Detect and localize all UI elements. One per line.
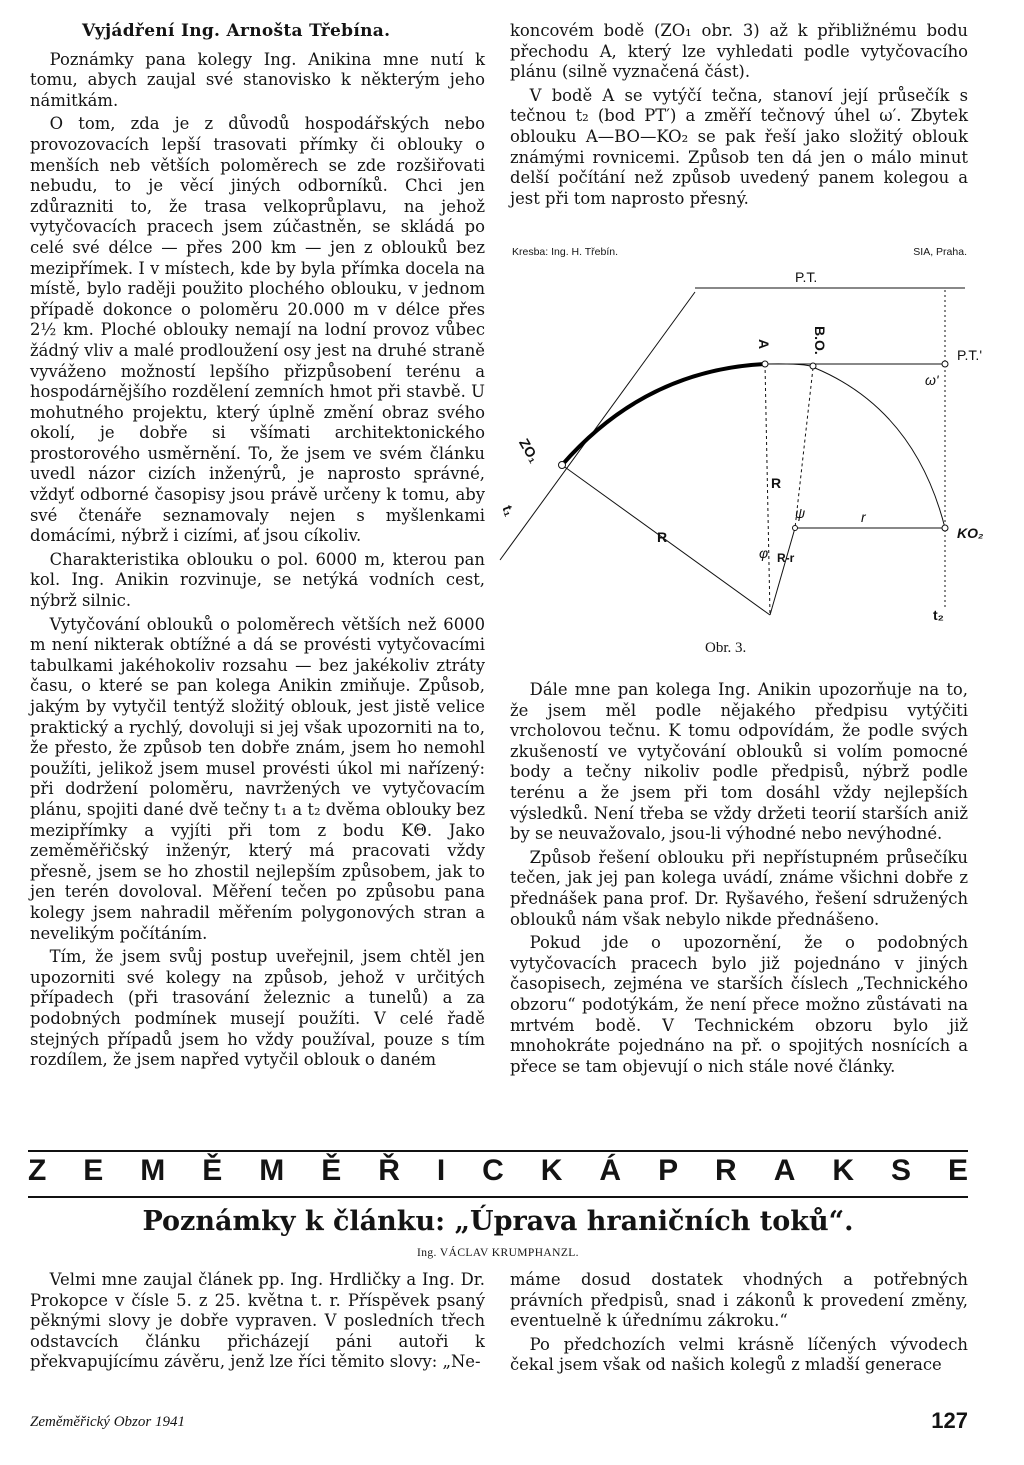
section-title-letter: Ě <box>321 1154 342 1187</box>
article2-column-left <box>30 1270 485 1376</box>
section-heading: Vyjádření Ing. Arnošta Třebína. <box>82 21 391 41</box>
section-title-letter: I <box>436 1154 446 1187</box>
section-title-letter: Ě <box>202 1154 223 1187</box>
paragraph: máme dosud dostatek vhodných a potřebných právních předpisů, snad i zákonů k provedení změny, eventuelně k úřednímu zákroku.“ <box>510 1270 968 1331</box>
article-column-left <box>30 21 485 1074</box>
section-title-letter: A <box>773 1154 796 1187</box>
section-title-letter: E <box>83 1154 104 1187</box>
paragraph: koncovém bodě (ZO₁ obr. 3) až k přibližnému bodu přechodu A, který lze vyhledati podle vytyčovacího plánu (silně vyznačená část). <box>510 21 968 82</box>
label-a: A <box>756 339 772 350</box>
section-title-letter: K <box>540 1154 563 1187</box>
label-t2: t₂ <box>933 607 944 623</box>
section-rule-top <box>28 1150 968 1152</box>
figure-caption: Obr. 3. <box>705 640 747 656</box>
label-psi: ψ <box>795 505 806 521</box>
label-r-big: R <box>657 529 668 545</box>
footer-journal: Zeměměřický Obzor 1941 <box>30 1414 185 1430</box>
label-phi: φ <box>759 545 769 561</box>
center-link-line <box>770 528 795 615</box>
point-center-small <box>793 526 798 531</box>
paragraph: Pokud jde o upozornění, že o podobných vytyčovacích pracech bylo již pojednáno v jiných časopisech, zejména ve starších číslech „Technického obzoru“ podotýkám, že není přece možno zůstávati na mrtvém bodě. V Technickém obzoru bylo již mnohokráte pojednáno na př. o spojitých nosnících a přece se tam objevují o nich stále nové články. <box>510 933 968 1076</box>
point-a <box>762 361 768 367</box>
figure-3-diagram <box>495 260 984 670</box>
paragraph: Způsob řešení oblouku při nepřístupném průsečíku tečen, jak jej pan kolega uvádí, známe všichni dobře z přednášek pana prof. Dr. Ryšavého, řešení sdružených oblouků nám však nebylo nikde přednášeno. <box>510 847 968 929</box>
paragraph: Dále mne pan kolega Ing. Anikin upozorňuje na to, že jsem měl podle nějakého předpisu vytýčiti vrcholovou tečnu. K tomu odpovídám, že podle svých zkušeností ve vytyčování oblouků si volím pomocné body a tečny nikoliv podle předpisů, nýbrž podle terénu a že jsem při tom dosáhl vždy nejlepších výsledků. Není třeba se vždy držeti teorií starších aniž by se neuvažovalo, jsou-li výhodné nebo nevýhodné. <box>510 680 968 844</box>
label-ko2: KO₂ <box>957 525 984 541</box>
label-r-big-2: R <box>771 475 782 491</box>
paragraph: Tím, že jsem svůj postup uveřejnil, jsem chtěl jen upozorniti své kolegy na způsob, jehož v určitých případech (při trasování železnic a tunelů) a za podobných podmínek musejí použíti. V celé řadě stejných případů jsem ho vždy používal, pouze s tím rozdílem, že jsem napřed vytyčil oblouk o daném <box>30 947 485 1070</box>
section-title-letter: Z <box>28 1154 47 1187</box>
article-column-right-lower <box>510 680 968 1080</box>
bo-radius-line <box>795 368 813 528</box>
label-r-small: r <box>861 509 866 525</box>
label-t1: t₁ <box>499 503 519 519</box>
paragraph: Po předchozích velmi krásně líčených vývodech čekal jsem však od našich kolegů z mladší generace <box>510 1334 968 1375</box>
article-author: Ing. VÁCLAV KRUMPHANZL. <box>417 1247 579 1259</box>
point-bo <box>810 363 816 369</box>
footer-page-number: 127 <box>931 1408 968 1433</box>
section-title-letter: Ř <box>378 1154 400 1187</box>
article-column-right <box>510 21 968 212</box>
figure-credit-print: SIA, Praha. <box>913 246 967 258</box>
label-bo: B.O. <box>812 326 828 355</box>
label-pt: P.T. <box>795 269 818 285</box>
article-title: Poznámky k článku: „Úprava hraničních toků“. <box>142 1206 854 1237</box>
section-title-letter: M <box>259 1154 285 1187</box>
label-zo1: ZO₁ <box>516 435 543 466</box>
section-title-letter: Á <box>599 1154 622 1187</box>
label-omega: ω' <box>925 372 939 388</box>
curve-thick-arc <box>562 364 765 465</box>
label-pt-prime: P.T.' <box>957 347 982 363</box>
section-title-letter: P <box>658 1154 679 1187</box>
point-zo1 <box>559 462 566 469</box>
tangent-t1-line <box>500 292 695 560</box>
section-title-letter: R <box>715 1154 737 1187</box>
radius-line-2 <box>765 364 770 615</box>
figure-credit-drawing: Kresba: Ing. H. Třebín. <box>512 246 619 258</box>
point-ko2 <box>942 525 948 531</box>
paragraph: O tom, zda je z důvodů hospodářských nebo provozovacích lepší trasovati přímky či oblouky o menších neb větších poloměrech se zde rozšiřovati nebudu, to je věcí jiných odborníků. Chci jen zdůrazniti to, že trasa velkoprůplavu, na jehož vytyčovacích pracech jsem zúčastněn, se skládá po celé své délce — přes 200 km — jen z oblouků bez mezipřímek. I v místech, kde by byla přímka docela na místě, bylo raději použito plochého oblouku, v jednom případě dokonce o poloměru 20.000 m v délce přes 2½ km. Ploché oblouky nemají na lodní provoz vůbec žádný vliv a malé prodloužení osy jest na druhé straně vyváženo možností lepšího přizpůsobení terénu a hospodárnějšího rozdělení zemních hmot při stavbě. U mohutného projektu, který úplně změní obraz svého okolí, je dobře si všímati architektonického prostorového usměrnění. To, že jsem ve svém článku uvedl názor cizích inženýrů, je naprosto správné, vždyť odborné časopisy jsou právě určeny k tomu, aby své čtenáře seznamovaly nejen s myšlenkami domácími, nýbrž i cizími, ať jsou cíkoliv. <box>30 114 485 546</box>
paragraph: Poznámky pana kolegy Ing. Anikina mne nutí k tomu, abych zaujal své stanovisko k některým jeho námitkám. <box>30 49 485 110</box>
paragraph: V bodě A se vytýčí tečna, stanoví její průsečík s tečnou t₂ (bod PT′) a změří tečnový úhel ω′. Zbytek oblouku A—BO—KO₂ se pak řeší jako složitý oblouk známými rovnicemi. Způsob ten dá jen o málo minut delší počítání než způsob uvedený panem kolegou a jest při tom naprosto přesný. <box>510 85 968 208</box>
section-title-zememericka-prakse <box>28 1154 968 1188</box>
section-title-letter: M <box>140 1154 166 1187</box>
curve-thin-arc <box>765 364 945 528</box>
paragraph: Vytyčování oblouků o poloměrech větších než 6000 m není nikterak obtížné a dá se provésti vytyčovacími tabulkami jakéhokoliv rozsahu — bez jakékoliv ztráty času, o které se pan kolega Anikin zmiňuje. Způsob, jakým by vytyčil tentýž složitý oblouk, jest jistě velice praktický a rychlý, dovoluji si jej však upozorniti na to, že přesto, že způsob ten dobře znám, jsem ho nemohl použíti, jelikož jsem musel provésti úkol mi nařízený: při dodržení poloměru, navržených ve vytyčovacím plánu, spojiti dané dvě tečny t₁ a t₂ dvěma oblouky bez mezipřímky a vyjíti při tom z bodu KΘ. Jako zeměměřičský inženýr, který má pracovati vždy přesně, jsem se ho zhostil nejlepším způsobem, jak to jen terén dovoloval. Měření tečen po způsobu pana kolegy jsem nahradil měřením polygonových stran a nevelikým počítáním. <box>30 614 486 943</box>
point-pt-prime <box>942 361 948 367</box>
paragraph: Charakteristika oblouku o pol. 6000 m, kterou pan kol. Ing. Anikin rozvinuje, se netýká vodních cest, nýbrž silnic. <box>30 549 485 611</box>
section-title-letter: S <box>890 1154 911 1187</box>
paragraph: Velmi mne zaujal článek pp. Ing. Hrdličky a Ing. Dr. Prokopce v čísle 5. z 25. května t. r. Příspěvek psaný pěknými slovy je dobře vypraven. V posledních třech odstavcích článku přicházejí páni autoři k překvapujícímu závěru, jenž lze říci těmito slovy: „Ne- <box>30 1270 485 1372</box>
section-rule-bottom <box>28 1196 968 1198</box>
label-r-minus: R-r <box>777 551 795 565</box>
section-title-letter: E <box>947 1154 968 1187</box>
article2-column-right <box>510 1270 968 1379</box>
section-title-letter: K <box>832 1154 854 1187</box>
section-title-letter: C <box>482 1154 504 1187</box>
